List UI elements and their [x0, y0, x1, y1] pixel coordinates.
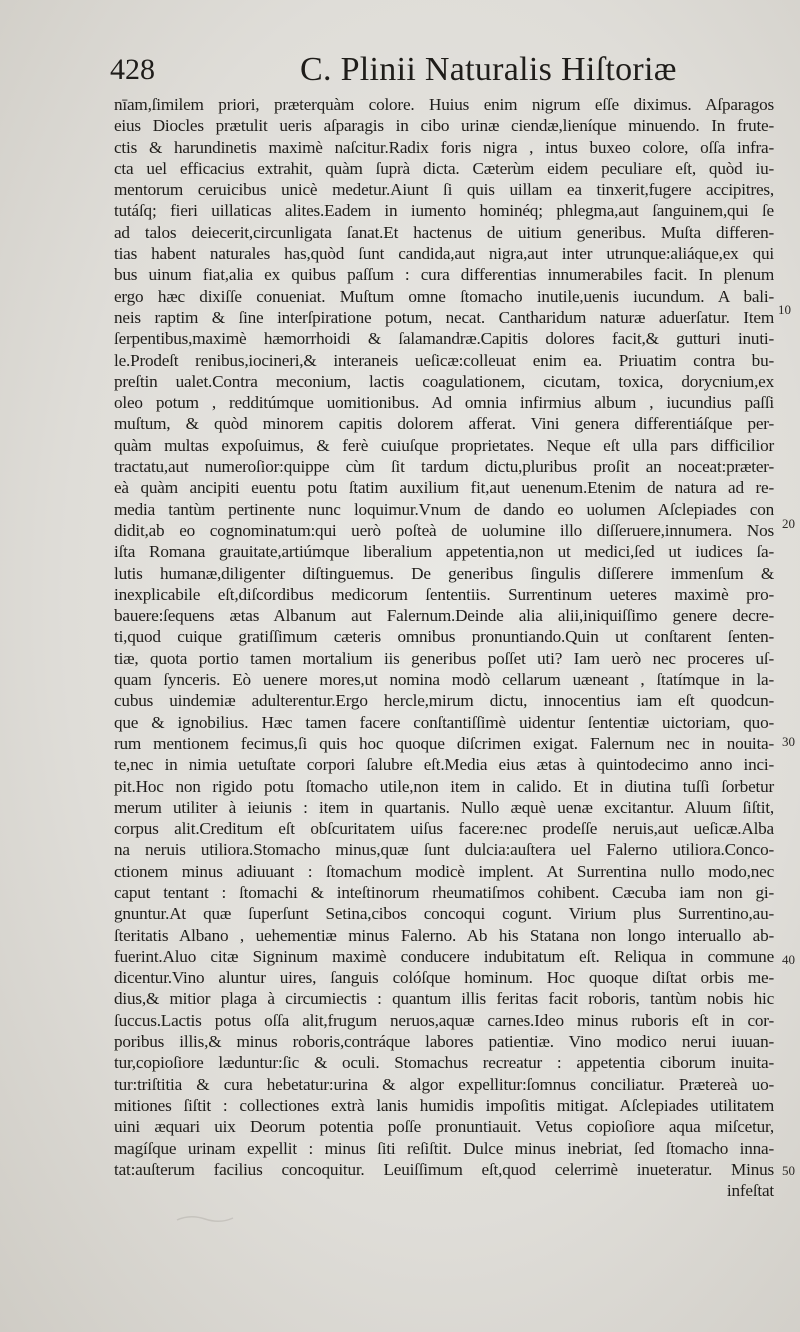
text-line: dicentur.Vino aluntur uires, ſanguis colóſque hominum. Hoc quoque diſtat orbis me- — [114, 968, 774, 988]
text-line: inexplicabile eſt,diſcordibus medicorum ſententiis. Surrentinum ueteres maximè pro- — [114, 584, 774, 604]
text-line: muſtum, & quòd minorem capitis dolorem afferat. Vini genera differentiáſque per- — [114, 414, 774, 434]
text-line: mentorum ceruicibus unicè medetur.Aiunt ſi quis uillam ea tinxerit,fugere accipitres, — [114, 180, 774, 200]
text-line: ctionem minus adiuuant : ſtomachum modicè implent. At Surrentina nullo modo,nec — [114, 861, 774, 881]
text-line: le.Prodeſt renibus,iocineri,& interaneis ueſicæ:colleuat enim ea. Priuatim contra bu- — [114, 350, 774, 370]
text-line: ti,quod cuique gratiſſimum cæteris omnibus pronuntiando.Quin ut conſtarent ſenten- — [114, 627, 774, 647]
text-line: corpus alit.Creditum eſt obſcuritatem uiſus facere:nec prodeſſe neruis,aut ueſicæ.Alba — [114, 819, 774, 839]
text-line: bauere:ſequens ætas Albanum aut Falernum.Deinde alia alii,iniquiſſimo genere decre- — [114, 606, 774, 626]
text-line: uini æquari uix Deorum potentia poſſe pronuntiauit. Vetus copioſiore aqua miſcetur, — [114, 1117, 774, 1137]
text-line: lutis humanæ,diligenter diſtinguemus. De generibus ſingulis diſſerere immenſum & — [114, 563, 774, 583]
text-line: ctis & harundinetis maximè naſcitur.Radix foris nigra , intus buxeo colore, oſſa infra- — [114, 137, 774, 157]
text-line: ad talos deiecerit,circunligata ſanat.Et hactenus de uitium generibus. Muſta differen- — [114, 222, 774, 242]
text-line: tias habent naturales has,quòd ſunt candida,aut nigra,aut inter utrunque:aliáque,ex qui — [114, 244, 774, 264]
margin-line-number-30: 30 — [782, 734, 795, 749]
text-line: na neruis utiliora.Stomacho minus,quæ ſunt dulcia:auſtera uel Falerno utiliora.Conco- — [114, 840, 774, 860]
text-line: ſteritatis Albano , uehementiæ minus Falerno. Ab his Statana non longo interuallo ab- — [114, 925, 774, 945]
margin-line-number-20: 20 — [782, 516, 795, 531]
text-line: magíſque urinam expellit : minus ſiti reſiſtit. Dulce minus inebriat, ſed ſtomacho inna- — [114, 1138, 774, 1158]
text-line: merum utiliter à ieiunis : item in quartanis. Nullo æquè uenæ excitantur. Aluum ſiſtit, — [114, 797, 774, 817]
text-line: media tantùm pertinente nunc loquimur.Vnum de dando eo uolumen Aſclepiades con — [114, 499, 774, 519]
margin-line-number-10: 10 — [778, 302, 791, 317]
text-line: tutáſq; fieri uillaticas alites.Eadem in iumento hominéq; phlegma,aut ſanguinem,qui ſe — [114, 201, 774, 221]
text-line: tur,copioſiore læduntur:ſic & oculi. Stomachus recreatur : appetentia ciborum inuita- — [114, 1053, 774, 1073]
margin-line-number-50: 50 — [782, 1163, 795, 1178]
text-line: bus uinum fiat,alia ex quibus paſſum : cura differentias innumerabiles facit. In plenum — [114, 265, 774, 285]
text-line: ſerpentibus,maximè hæmorrhoidi & ſalamandræ.Capitis dolores facit,& gutturi inuti- — [114, 329, 774, 349]
text-line: fuerint.Aluo citæ Signinum maximè conducere indubitatum eſt. Reliqua in commune — [114, 946, 774, 966]
text-line: neis raptim & ſine interſpiratione potum, necat. Cantharidum naturæ aduerſatur. Item — [114, 307, 774, 327]
text-line: gnuntur.At quæ ſuperſunt Setina,cibos concoqui cogunt. Virium plus Surrentino,au- — [114, 904, 774, 924]
margin-line-number-40: 40 — [782, 952, 795, 967]
catchword: infeſtat — [726, 1181, 774, 1201]
text-line: preſtin ualet.Contra meconium, lactis coagulationem, cicutam, toxica, dorycnium,ex — [114, 371, 774, 391]
body-text — [114, 94, 774, 1201]
text-line: iſta Romana grauitate,artiúmque liberalium appetentia,non ut medici,ſed ut iudices ſa- — [114, 542, 774, 562]
text-line: quàm multas expoſuimus, & ferè cuiuſque proprietates. Neque eſt ulla pars difficilior — [114, 435, 774, 455]
text-line: tiæ, quota portio tamen mortalium iis generibus poſſet uti? Iam uerò nec proceres uſ- — [114, 648, 774, 668]
text-line: nīam,ſimilem priori, præterquàm colore. Huius enim nigrum eſſe diximus. Aſparagos — [114, 95, 774, 114]
text-line: ſuccus.Lactis potus oſſa alit,frugum neruos,aquæ carnes.Ideo minus ruboris eſt in cor- — [114, 1010, 774, 1030]
text-line: poribus illis,& minus roboris,contráque labores patientiæ. Vino modico nerui iuuan- — [114, 1032, 774, 1052]
text-line: rum mentionem fecimus,ſi quis hoc quoque diſcrimen exigat. Falernum nec in nouita- — [114, 733, 774, 753]
page-header — [110, 50, 677, 94]
text-line: mitiones ſiſtit : collectiones extrà lanis humidis impoſitis mitigat. Aſclepiades utilitatem — [114, 1095, 774, 1115]
text-line: cta uel efficacius extrahit, quàm ſuprà dicta. Cæterùm eidem peculiare eſt, quòd iu- — [114, 158, 774, 178]
text-line: quam ſynceris. Eò uenere mores,ut nomina modò cellarum uæneant , ſtatímque in la- — [114, 670, 774, 690]
text-line: tat:auſterum facilius concoquitur. Leuiſſimum eſt,quod celerrimè inueteratur. Minus — [114, 1159, 774, 1179]
text-line: tractatu,aut numeroſior:quippe cùm ſit tardum dictu,pluribus proſit an noceat:præter- — [114, 457, 774, 477]
text-line: pit.Hoc non rigido potu ſtomacho utile,non item in calido. Et in diutina tuſſi ſorbetur — [114, 776, 774, 796]
text-line: eà quàm ancipiti euentu potu ſtatim auxilium fit,aut uenenum.Etenim de natura ad re- — [114, 478, 774, 498]
folio-number: 428 — [110, 53, 155, 86]
text-line: oleo potum , redditúmque uomitionibus. Ad omnia infirmius album , iucundius paſſi — [114, 393, 774, 413]
text-line: eius Diocles prætulit ueris aſparagis in cibo urinæ ciendæ,lieníque minuendo. In frute- — [114, 116, 774, 136]
text-line: dius,& mitior plaga à circumiectis : quantum illis feritas facit roboris, tantùm nobis hic — [114, 989, 774, 1009]
text-line: te,nec in nimia uetuſtate corpori ſalubre eſt.Media eius ætas à quintodecimo anno inci- — [114, 755, 774, 775]
text-line: ergo hæc dixiſſe conueniat. Muſtum omne ſtomacho inutile,uenis iucundum. A bali- — [114, 286, 774, 306]
ink-smudge — [175, 1212, 235, 1226]
text-line: que & ignobilius. Hæc tamen facere conſtantiſſimè uidentur ſententiæ uictoriam, quo- — [114, 712, 774, 732]
text-line: tur:triſtitia & cura hebetatur:urina & algor expellitur:ſomnus conciliatur. Prætereà uo- — [114, 1074, 774, 1094]
running-title: C. Plinii Naturalis Hiſtoriæ — [300, 51, 677, 88]
text-line: cubus uindemiæ adulterentur.Ergo hercle,mirum dictu, innocentius iam eſt quodcun- — [114, 691, 774, 711]
text-line: didit,ab eo cognominatum:qui uerò poſteà de uolumine illo diſſeruere,innumera. Nos — [114, 520, 774, 540]
text-line: caput tentant : ſtomachi & inteſtinorum rheumatiſmos cohibent. Cæcuba iam non gi- — [114, 882, 774, 902]
